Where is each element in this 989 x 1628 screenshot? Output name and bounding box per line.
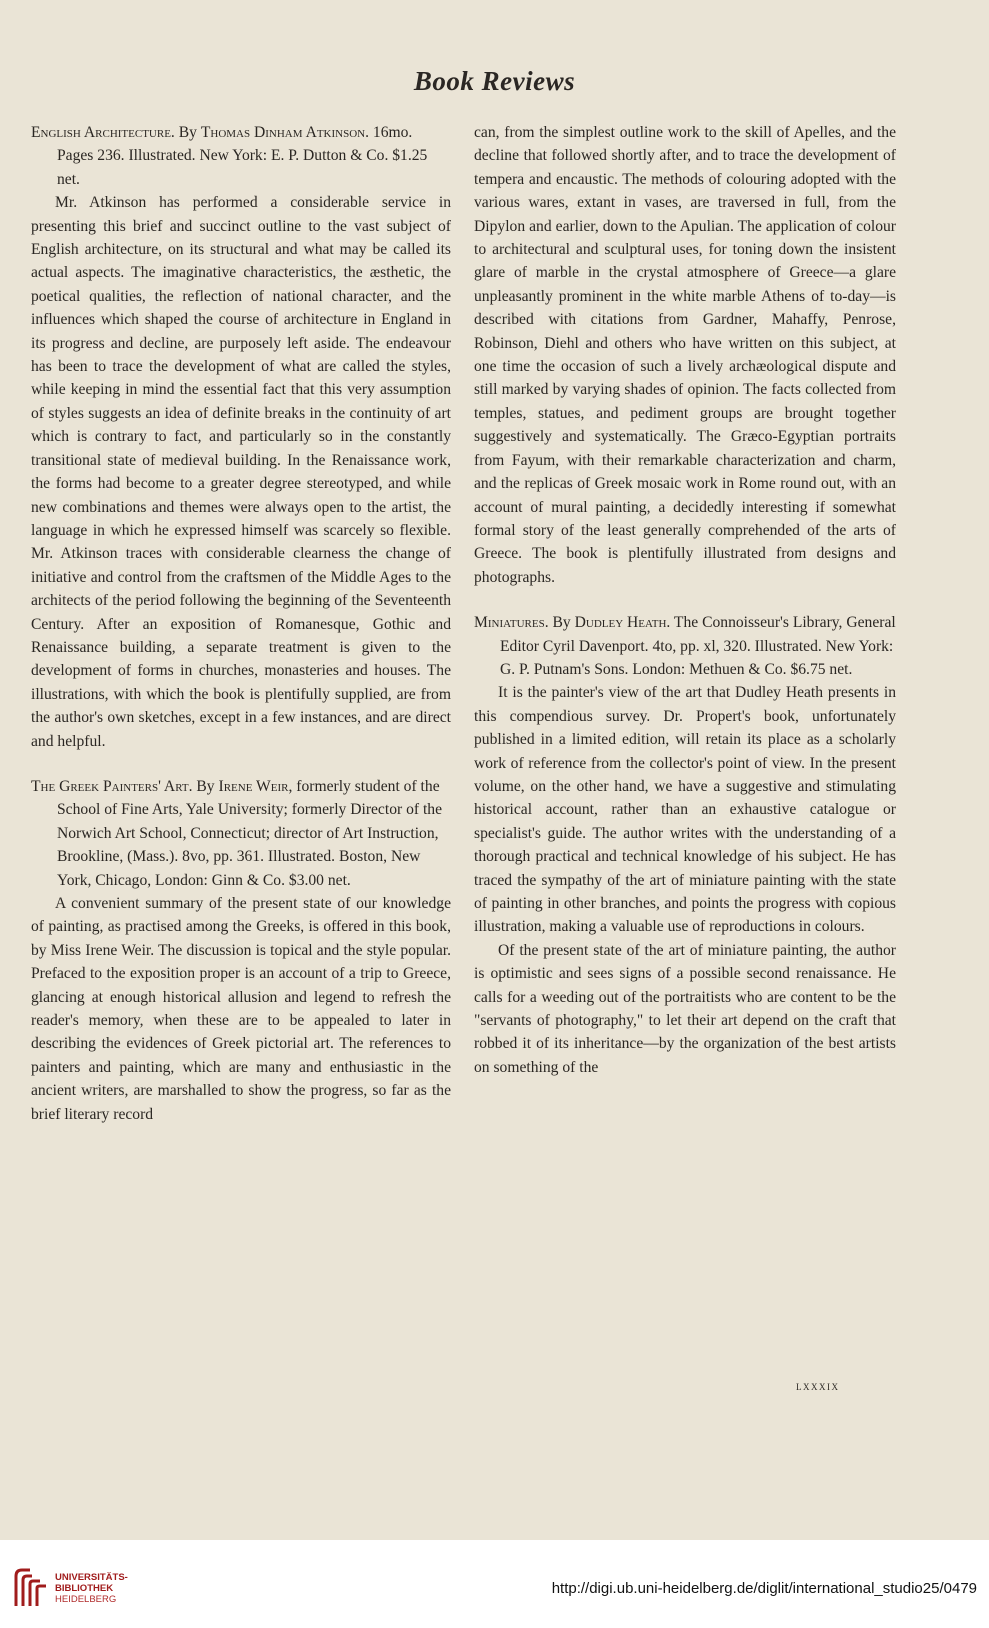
review-paragraph-continued: can, from the simplest outline work to the skill of Apelles, and the decline that followed shortly after, and to trace the development of tempera and encaustic. The methods of colouring adopted with the various wares, extant in vases, are traversed in full, from the Dipylon and earlier, down to the Apulian. The application of colour to architectural and sculptural uses, for toning down the insistent glare of marble in the crystal atmosphere of Greece—a glare unpleasantly prominent in the white marble Athens of to-day—is described with citations from Gardner, Mahaffy, Penrose, Robinson, Diehl and others who have written on this subject, at one time the occasion of such a lively archæological dispute and still marked by varying shades of opinion. The facts collected from temples, statues, and pediment groups are brought together suggestively and systematically. The Græco-Egyptian portraits from Fayum, with their remarkable characterization and charm, and the replicas of Greek mosaic work in Rome round out, with an account of mural painting, a decidedly interesting if somewhat formal story of the least generally comprehended of the arts of Greece. The book is plentifully illustrated from designs and photographs. bbox=[474, 124, 896, 586]
book-details: The Connoisseur's Library, General Editor Cyril Davenport. 4to, pp. xl, 320. Illustrated. New York: G. P. Putnam's Sons. London: Methuen & Co. $6.75 net. bbox=[500, 614, 896, 678]
book-title: English Architecture. bbox=[31, 124, 175, 141]
left-column bbox=[31, 121, 451, 1126]
review-paragraph: A convenient summary of the present state of our knowledge of painting, as practised among the Greeks, is offered in this book, by Miss Irene Weir. The discussion is topical and the style popular. Prefaced to the exposition proper is an account of a trip to Greece, glancing at enough historical allusion and legend to refresh the reader's memory, when these are to be appealed to later in describing the evidences of Greek pictorial art. The references to painters and painting, which are many and enthusiastic in the ancient writers, are marshalled to show the progress, so far as the brief literary record bbox=[31, 895, 451, 1123]
review-paragraph: It is the painter's view of the art that Dudley Heath presents in this compendious survey. Dr. Propert's book, unfortunately published in a limited edition, will retain its place as a scholarly work of reference from the collector's point of view. In the present volume, on the other hand, we have a suggestive and stimulating historical account, rather than an exhaustive catalogue or specialist's guide. The author writes with the understanding of a thorough practical and technical knowledge of his subject. He has traced the sympathy of the art of miniature painting with the state of painting in other branches, and points the progress with copious illustration, making a valuable use of reproductions in colours. bbox=[474, 684, 896, 936]
book-author: Dudley Heath. bbox=[574, 614, 671, 632]
source-url-link[interactable]: http://digi.ub.uni-heidelberg.de/diglit/international_studio25/0479 bbox=[551, 1580, 977, 1597]
book-details: formerly student of the School of Fine Arts, Yale University; formerly Director of the Norwich Art School, Connecticut; director of Art Instruction, Brookline, (Mass.). 8vo, pp. 361. Illustrated. Boston, New York, Chicago, London: Ginn & Co. $3.00 net. bbox=[57, 777, 443, 889]
right-column bbox=[474, 121, 896, 1079]
library-name: UNIVERSITÄTS- BIBLIOTHEK HEIDELBERG bbox=[55, 1572, 128, 1605]
university-library-logo-icon bbox=[10, 1566, 50, 1610]
book-title: The Greek Painters' Art. bbox=[31, 777, 193, 795]
page-number: lxxxix bbox=[796, 1378, 840, 1393]
book-author: Irene Weir, bbox=[218, 777, 293, 795]
digitization-footer bbox=[0, 1540, 989, 1628]
byline: By bbox=[548, 614, 575, 632]
review-heading-greek-painters-art bbox=[31, 775, 451, 892]
byline: By bbox=[192, 777, 219, 795]
review-heading-english-architecture bbox=[31, 121, 451, 191]
review-paragraph: Mr. Atkinson has performed a considerable service in presenting this brief and succinct outline to the vast subject of English architecture, on its structural and what may be called its actual aspects. The imaginative characteristics, the æsthetic, the poetical qualities, the reflection of national character, and the influences which shaped the course of architecture in England in its progress and decline, are purposely left aside. The endeavour has been to trace the development of what are called the styles, while keeping in mind the essential fact that this very assumption of styles suggests an idea of definite breaks in the continuity of art which is contrary to fact, and particularly so in the constantly transitional state of medieval building. In the Renaissance work, the forms had become to a greater degree stereotyped, and while new combinations and themes were always open to the artist, the language in which he expressed himself was scarcely so flexible. Mr. Atkinson traces with considerable clearness the change of initiative and control from the craftsmen of the Middle Ages to the architects of the period following the beginning of the Seventeenth Century. After an exposition of Romanesque, Gothic and Renaissance building, a separate treatment is given to the development of forms in churches, monasteries and houses. The illustrations, with which the book is plentifully supplied, are from the author's own sketches, except in a few instances, and are direct and helpful. bbox=[31, 194, 451, 750]
byline: By bbox=[174, 124, 201, 141]
review-paragraph: Of the present state of the art of miniature painting, the author is optimistic and sees signs of a possible second renaissance. He calls for a weeding out of the portraitists who are content to be the "servants of photography," to let their art depend on the craft that robbed it of its inheritance—by the organization of the best artists on something of the bbox=[474, 941, 896, 1076]
book-details: 16mo. Pages 236. Illustrated. New York: E. P. Dutton & Co. $1.25 net. bbox=[57, 124, 428, 188]
running-title: Book Reviews bbox=[413, 66, 576, 96]
book-title: Miniatures. bbox=[474, 614, 549, 632]
book-author: Thomas Dinham Atkinson. bbox=[200, 124, 370, 141]
review-heading-miniatures bbox=[474, 611, 896, 681]
